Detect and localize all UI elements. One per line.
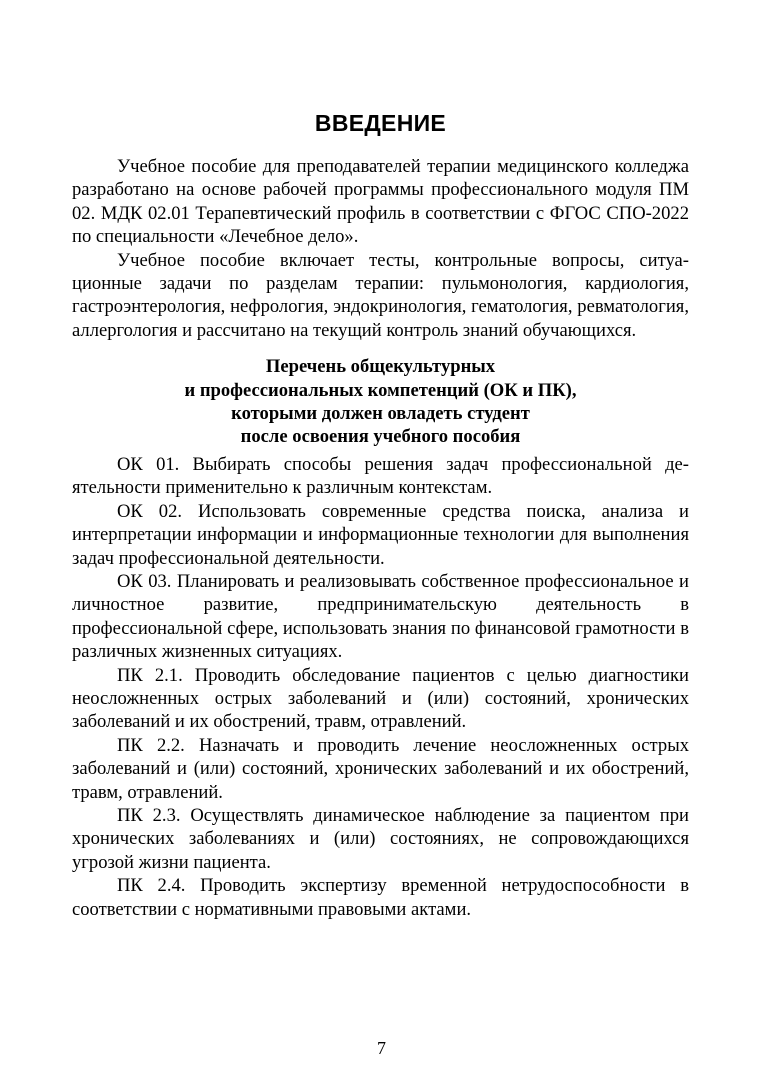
competency-ok-03: ОК 03. Планировать и реализовывать собственное профессиональное и личностное развитие, предпринимательскую деятельность в профессиональной сфере, использовать знания по финансовой грамотности в различных жизненных ситуациях. bbox=[72, 570, 689, 663]
competencies-heading-line: после освоения учебного пособия bbox=[240, 426, 521, 448]
competencies-heading-line: Перечень общекультурных bbox=[265, 356, 496, 378]
competency-pk-2-1: ПК 2.1. Проводить обследование пациентов с целью диагностики неосложненных острых заболеваний и (или) состояний, хронических заболеваний и их обострений, травм, отравлений. bbox=[72, 664, 689, 733]
intro-paragraph: Учебное пособие включает тесты, контрольные вопросы, ситуационные задачи по разделам терапии: пульмонология, кардиология, гастроэнтерология, нефрология, эндокринология, гематология, ревматология, аллергология и рассчитано на текущий контроль знаний обучающихся. bbox=[72, 249, 689, 341]
competency-pk-2-2: ПК 2.2. Назначать и проводить лечение неосложненных острых заболеваний и (или) состояний, хронических заболеваний и их обострений, травм, отравлений. bbox=[72, 734, 689, 803]
competencies-heading bbox=[72, 355, 689, 449]
competencies-heading-line: и профессиональных компетенций (ОК и ПК), bbox=[184, 379, 577, 401]
competency-pk-2-4: ПК 2.4. Проводить экспертизу временной нетрудоспособности в соответствии с нормативными правовыми актами. bbox=[72, 875, 689, 920]
page-content bbox=[72, 105, 689, 921]
competency-pk-2-3: ПК 2.3. Осуществлять динамическое наблюдение за пациентом при хронических заболеваниях и (или) состояниях, не сопровождающихся угрозой жизни пациента. bbox=[72, 804, 689, 873]
intro-paragraph: Учебное пособие для преподавателей терапии медицинского колледжа разработано на основе рабочей программы профессионального модуля ПМ 02. МДК 02.01 Терапевтический профиль в соответствии с ФГОС СПО-2022 по специальности «Лечебное дело». bbox=[72, 156, 689, 248]
competency-ok-02: ОК 02. Использовать современные средства поиска, анализа и интерпретации информации и информационные технологии для выполнения задач профессиональной деятельности. bbox=[72, 500, 689, 569]
page-number: 7 bbox=[377, 1038, 386, 1058]
page-title: ВВЕДЕНИЕ bbox=[314, 110, 447, 136]
competency-ok-01: ОК 01. Выбирать способы решения задач профессиональной деятельности применительно к различным контекстам. bbox=[72, 453, 689, 499]
competencies-heading-line: которыми должен овладеть студент bbox=[231, 403, 530, 425]
